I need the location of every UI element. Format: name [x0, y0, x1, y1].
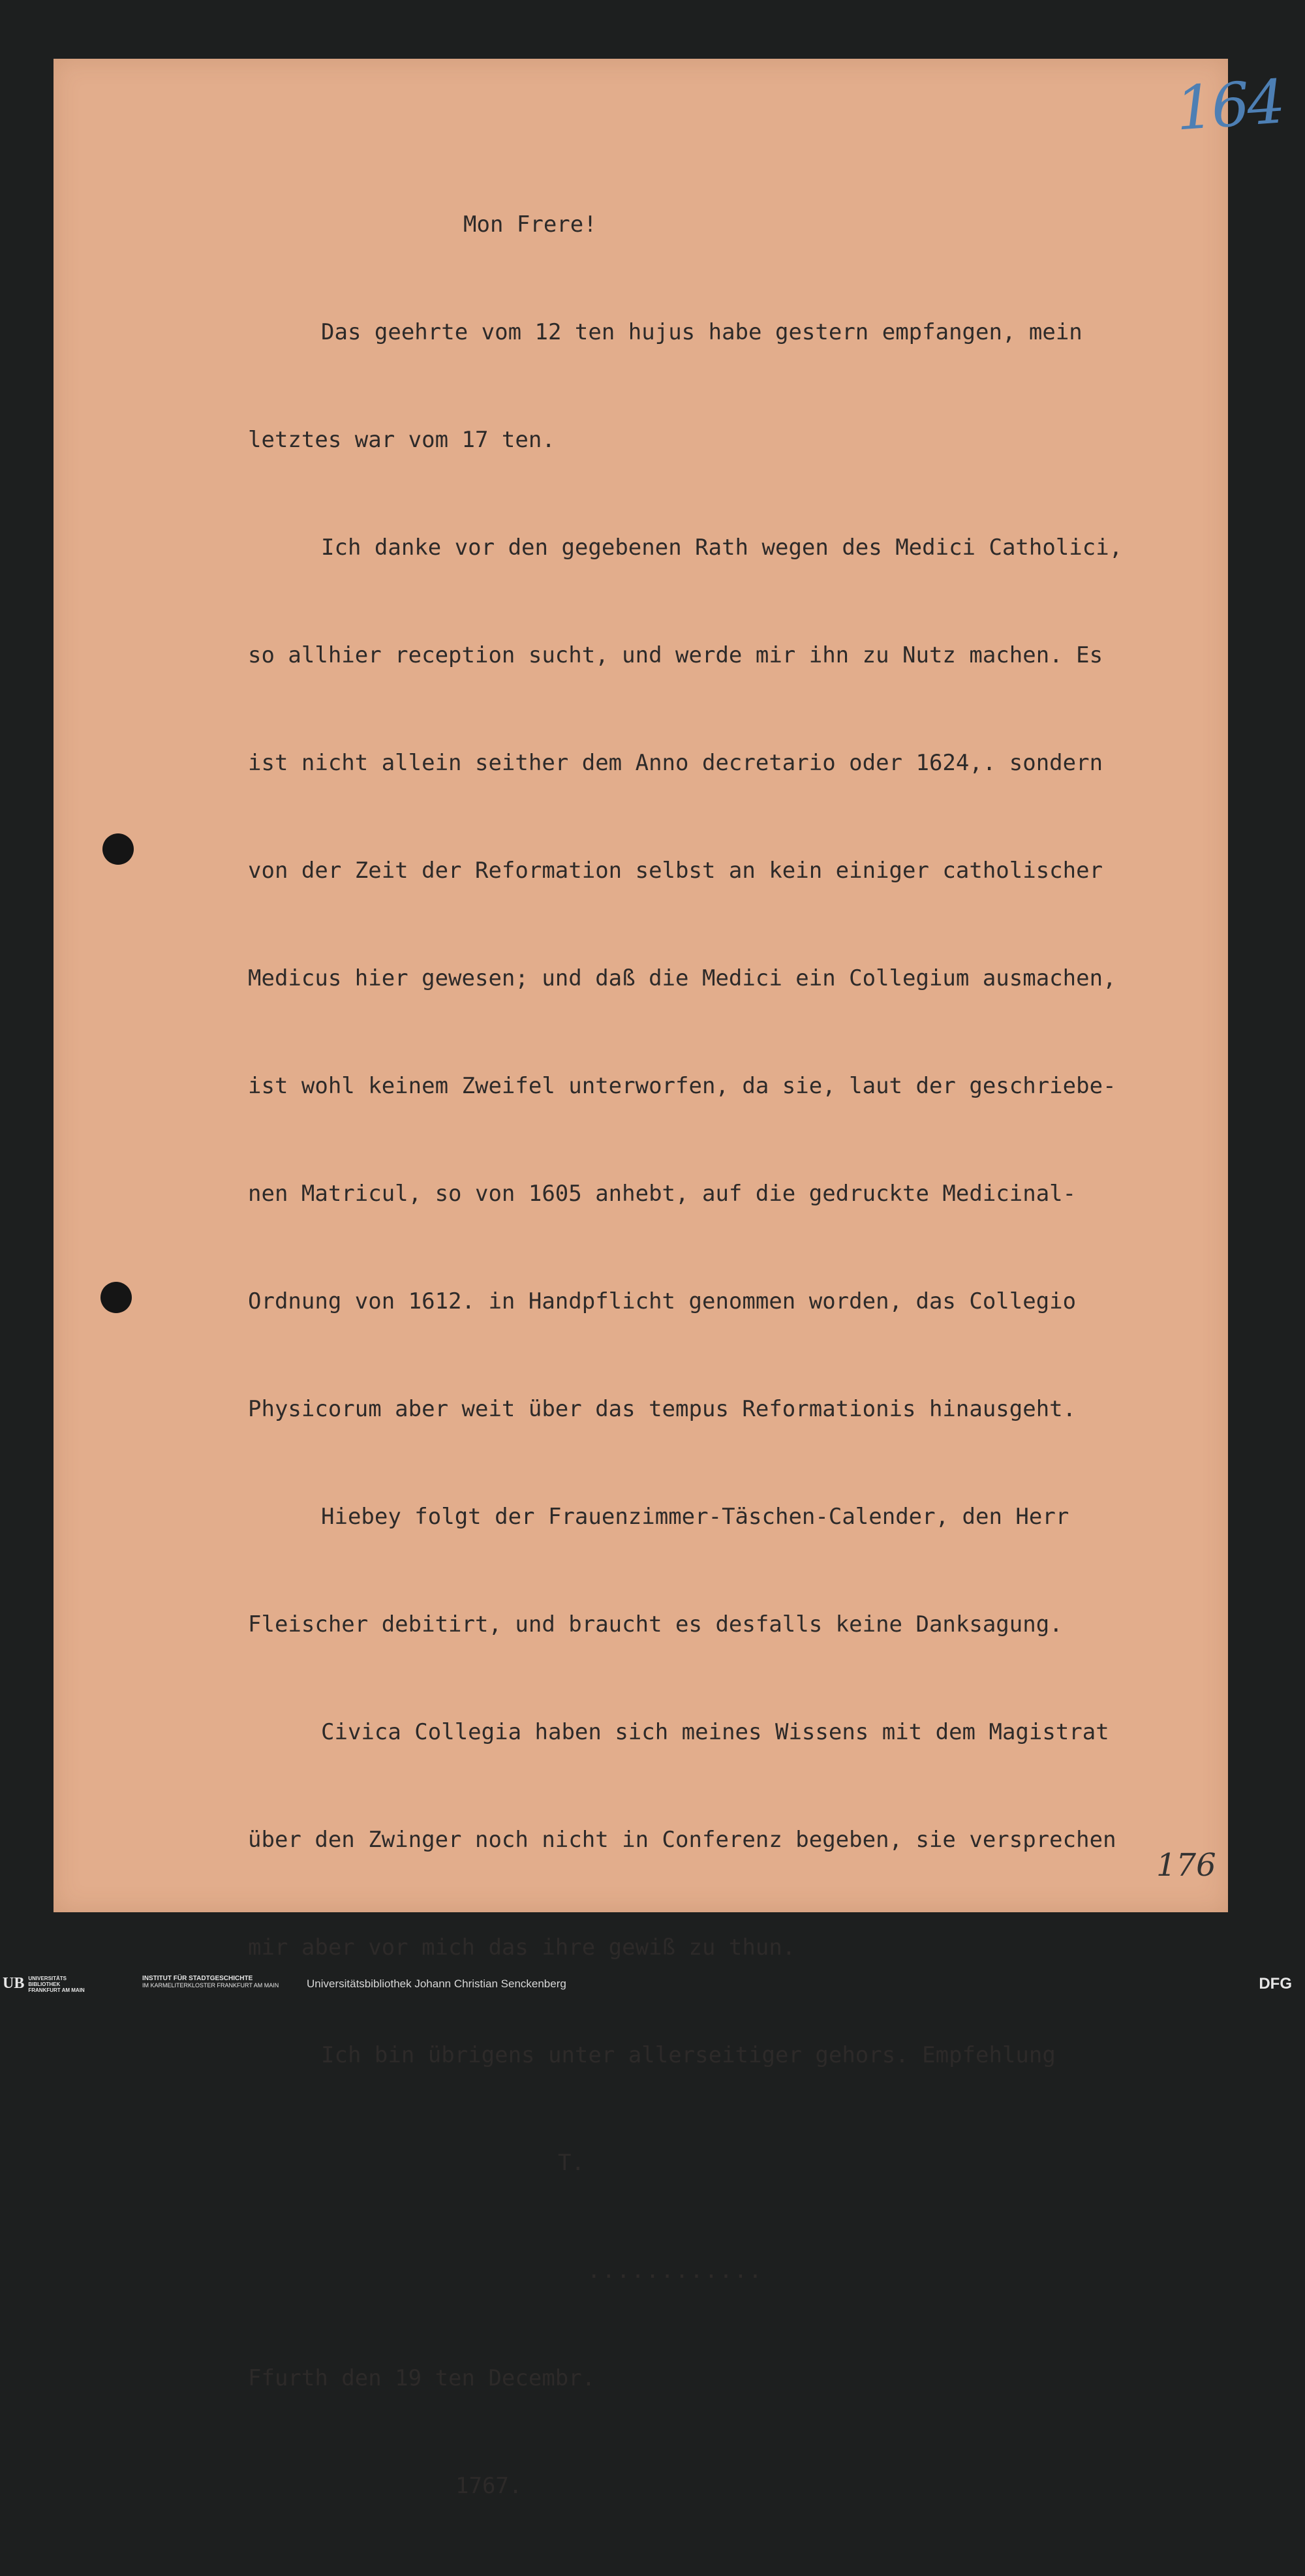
letter-line: Ich bin übrigens unter allerseitiger gehors. Empfehlung [321, 2042, 1056, 2068]
letter-line: Ich danke vor den gegebenen Rath wegen des Medici Catholici, [321, 535, 1123, 561]
letter-line: Fleischer debitirt, und braucht es desfalls keine Danksagung. [248, 1611, 1063, 1637]
ub-logo-sub: UNIVERSITÄTS BIBLIOTHEK FRANKFURT AM MAIN [28, 1975, 85, 1993]
letter-body [248, 135, 1214, 2576]
letter-line: so allhier reception sucht, und werde mir ihn zu Nutz machen. Es [248, 642, 1103, 668]
letter-line: mir aber vor mich das ihre gewiß zu thun. [248, 1934, 796, 1961]
isg-logo-title: INSTITUT FÜR STADTGESCHICHTE [142, 1975, 253, 1982]
ub-logo-mark: UB [3, 1975, 25, 1992]
letter-line: über den Zwinger noch nicht in Conferenz begeben, sie versprechen [248, 1827, 1116, 1853]
dfg-logo: DFG [1259, 1975, 1292, 1993]
letter-line: Civica Collegia haben sich meines Wissens mit dem Magistrat [321, 1719, 1109, 1745]
letter-line: Hiebey folgt der Frauenzimmer-Täschen-Calender, den Herr [321, 1504, 1069, 1530]
archive-number: 164 [1173, 67, 1285, 144]
separator-dots: ............ [587, 2258, 763, 2284]
viewer-footer [0, 1971, 1305, 1996]
isg-logo-sub: IM KARMELITERKLOSTER FRANKFURT AM MAIN [142, 1982, 279, 1989]
folio-number: 176 [1156, 1847, 1216, 1884]
date-year: 1767. [455, 2473, 523, 2499]
ub-logo [3, 1975, 87, 1993]
date-line: Ffurth den 19 ten Decembr. [248, 2365, 596, 2391]
letter-line: ist wohl keinem Zweifel unterworfen, da sie, laut der geschriebe- [248, 1073, 1116, 1099]
letter-line: ist nicht allein seither dem Anno decretario oder 1624,. sondern [248, 750, 1103, 776]
letter-line: nen Matricul, so von 1605 anhebt, auf die gedruckte Medicinal- [248, 1181, 1077, 1207]
letter-line: Physicorum aber weit über das tempus Reformationis hinausgeht. [248, 1396, 1077, 1422]
letter-line: von der Zeit der Reformation selbst an kein einiger catholischer [248, 858, 1103, 884]
letter-line: Medicus hier gewesen; und daß die Medici ein Collegium ausmachen, [248, 965, 1116, 991]
punch-hole [102, 833, 134, 865]
letter-line: Das geehrte vom 12 ten hujus habe gestern empfangen, mein [321, 319, 1082, 345]
isg-logo [142, 1975, 279, 1989]
footer-title: Universitätsbibliothek Johann Christian Senckenberg [307, 1978, 566, 1990]
letter-line: letztes war vom 17 ten. [248, 427, 555, 453]
punch-hole [100, 1282, 132, 1313]
letter-greeting: Mon Frere! [463, 211, 597, 238]
signature-initial: T. [558, 2150, 585, 2176]
letter-line: Ordnung von 1612. in Handpflicht genommen worden, das Collegio [248, 1288, 1077, 1314]
